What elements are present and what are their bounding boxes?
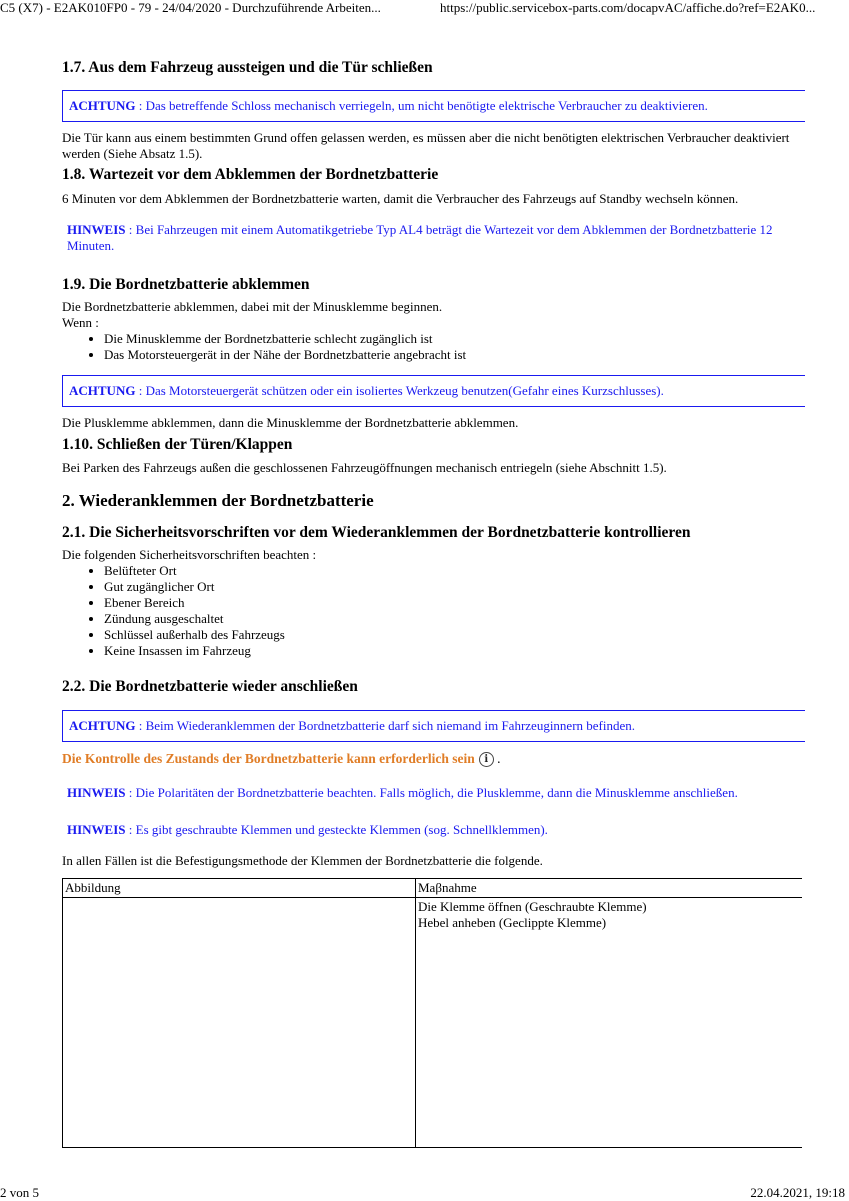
battery-check-hint <box>62 751 500 767</box>
warning-text: : Beim Wiederanklemmen der Bordnetzbatterie darf sich niemand im Fahrzeuginnern befinden. <box>135 718 636 733</box>
clamp-method-table <box>62 878 802 1148</box>
battery-check-suffix: . <box>493 751 501 766</box>
paragraph-1-7: Die Tür kann aus einem bestimmten Grund offen gelassen werden, es müssen aber die nicht benötigten elektrischen Verbraucher deaktiviert werden (Siehe Absatz 1.5). <box>62 130 790 161</box>
note-text: : Bei Fahrzeugen mit einem Automatikgetriebe Typ AL4 beträgt die Wartezeit vor dem Abklemmen der Bordnetzbatterie 12 Minuten. <box>67 222 773 253</box>
list-item: • Keine Insassen im Fahrzeug <box>104 643 285 659</box>
section-heading-2-1: 2.1. Die Sicherheitsvorschriften vor dem Wiederanklemmen der Bordnetzbatterie kontrollieren <box>62 524 691 541</box>
paragraph-2-1: Die folgenden Sicherheitsvorschriften beachten : <box>62 547 317 562</box>
paragraph-2-2: In allen Fällen ist die Befestigungsmethode der Klemmen der Bordnetzbatterie die folgende. <box>62 853 543 868</box>
info-circle-icon[interactable]: i <box>479 752 494 767</box>
column-header-abbildung: Abbildung <box>63 879 416 898</box>
action-line: Die Klemme öffnen (Geschraubte Klemme) <box>418 899 647 914</box>
note-1-8 <box>67 222 802 254</box>
image-cell <box>63 898 416 1148</box>
section-heading-1-10: 1.10. Schließen der Türen/Klappen <box>62 436 293 453</box>
list-item: • Gut zugänglicher Ort <box>104 579 285 595</box>
print-header-title: C5 (X7) - E2AK010FP0 - 79 - 24/04/2020 - Durchzuführende Arbeiten... <box>0 0 381 15</box>
section-heading-1-9: 1.9. Die Bordnetzbatterie abklemmen <box>62 276 310 293</box>
section-heading-1-8: 1.8. Wartezeit vor dem Abklemmen der Bordnetzbatterie <box>62 166 439 183</box>
list-item: • Schlüssel außerhalb des Fahrzeugs <box>104 627 285 643</box>
warning-box-1-7 <box>62 90 805 122</box>
section-heading-1-7: 1.7. Aus dem Fahrzeug aussteigen und die Tür schließen <box>62 59 433 76</box>
bullet-list-1-9 <box>62 331 466 363</box>
bullet-list-2-1 <box>62 563 285 659</box>
paragraph-1-9-c: Die Plusklemme abklemmen, dann die Minusklemme der Bordnetzbatterie abklemmen. <box>62 415 519 430</box>
print-footer-page: 2 von 5 <box>0 1185 39 1200</box>
warning-keyword: ACHTUNG <box>69 98 136 113</box>
warning-text: : Das betreffende Schloss mechanisch verriegeln, um nicht benötigte elektrische Verbraucher zu deaktivieren. <box>135 98 708 113</box>
note-keyword: HINWEIS <box>67 222 126 237</box>
list-item: • Zündung ausgeschaltet <box>104 611 285 627</box>
warning-box-1-9 <box>62 375 805 407</box>
note-keyword: HINWEIS <box>67 785 126 800</box>
note-2-2-clamps <box>67 822 802 838</box>
print-footer-datetime: 22.04.2021, 19:18 <box>750 1185 845 1200</box>
note-text: : Die Polaritäten der Bordnetzbatterie beachten. Falls möglich, die Plusklemme, dann die Minusklemme anschließen. <box>125 785 738 800</box>
section-heading-2: 2. Wiederanklemmen der Bordnetzbatterie <box>62 491 374 510</box>
paragraph-1-10: Bei Parken des Fahrzeugs außen die geschlossenen Fahrzeugöffnungen mechanisch entriegeln (siehe Abschnitt 1.5). <box>62 460 667 475</box>
section-heading-2-2: 2.2. Die Bordnetzbatterie wieder anschließen <box>62 678 358 695</box>
note-keyword: HINWEIS <box>67 822 126 837</box>
paragraph-1-8: 6 Minuten vor dem Abklemmen der Bordnetzbatterie warten, damit die Verbraucher des Fahrzeugs auf Standby wechseln können. <box>62 191 739 206</box>
table-row <box>63 898 803 1148</box>
action-cell <box>416 898 803 1148</box>
list-item: • Die Minusklemme der Bordnetzbatterie schlecht zugänglich ist <box>104 331 466 347</box>
column-header-massnahme: Maβnahme <box>416 879 803 898</box>
list-item: • Das Motorsteuergerät in der Nähe der Bordnetzbatterie angebracht ist <box>104 347 466 363</box>
list-item: • Ebener Bereich <box>104 595 285 611</box>
print-header-url: https://public.servicebox-parts.com/docapvAC/affiche.do?ref=E2AK0... <box>440 0 816 15</box>
list-item: • Belüfteter Ort <box>104 563 285 579</box>
paragraph-1-9-b: Wenn : <box>62 315 99 330</box>
table-header-row <box>63 879 803 898</box>
note-text: : Es gibt geschraubte Klemmen und gesteckte Klemmen (sog. Schnellklemmen). <box>125 822 548 837</box>
action-line: Hebel anheben (Geclippte Klemme) <box>418 915 607 930</box>
warning-text: : Das Motorsteuergerät schützen oder ein isoliertes Werkzeug benutzen(Gefahr eines Kurzschlusses). <box>135 383 664 398</box>
paragraph-1-9-a: Die Bordnetzbatterie abklemmen, dabei mit der Minusklemme beginnen. <box>62 299 443 314</box>
note-2-2-polarity <box>67 785 802 801</box>
battery-check-text: Die Kontrolle des Zustands der Bordnetzbatterie kann erforderlich sein <box>62 751 475 766</box>
warning-keyword: ACHTUNG <box>69 383 136 398</box>
warning-keyword: ACHTUNG <box>69 718 136 733</box>
warning-box-2-2 <box>62 710 805 742</box>
